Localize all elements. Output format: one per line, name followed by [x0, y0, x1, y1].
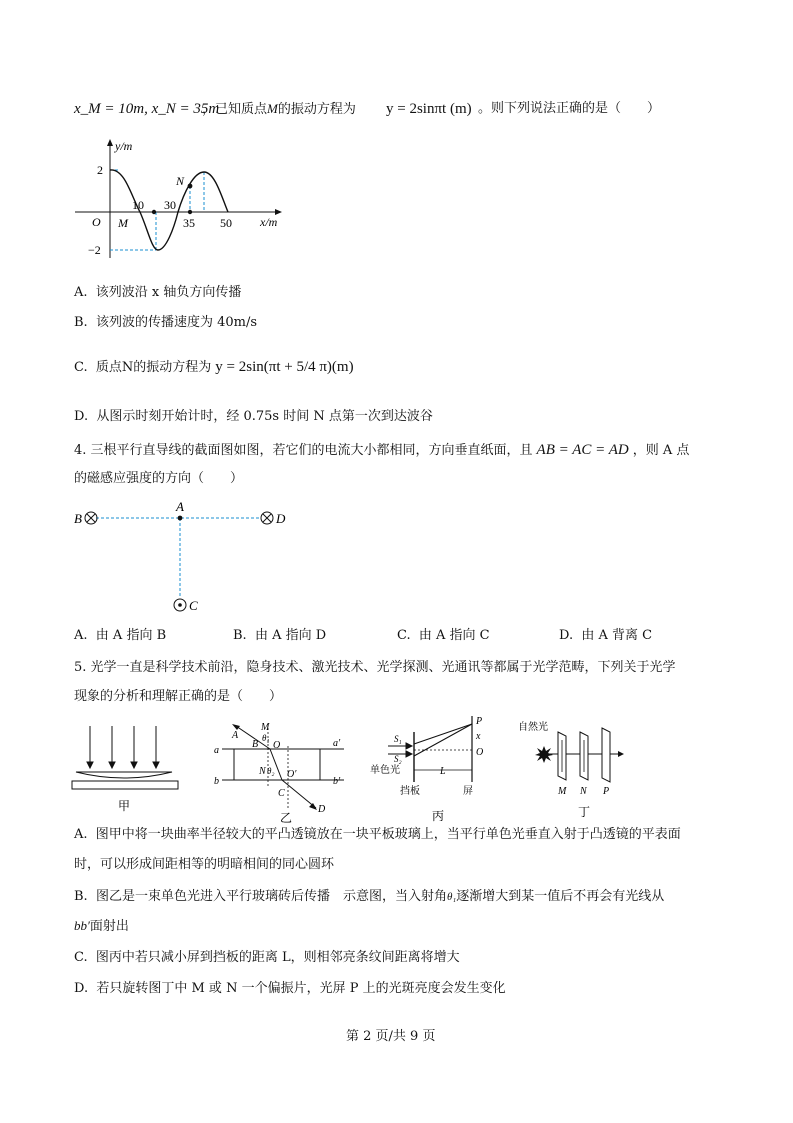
label-d: D	[276, 511, 286, 526]
q3-lead-text: ，已知质点M的振动方程为	[202, 101, 356, 117]
label-c: C	[189, 598, 198, 613]
label-danseguang: 单色光	[370, 765, 400, 776]
label-yi-theta1: θ₁	[262, 733, 270, 743]
q4-option-d[interactable]: D. 由 A 背离 C	[559, 628, 653, 643]
label-l: L	[440, 766, 446, 777]
label-p: P	[476, 716, 483, 727]
q5-option-a-cont: 时，可以形成间距相等的明暗相间的同心圆环	[74, 857, 335, 872]
label-o: O	[476, 747, 484, 758]
point-n-label: N	[176, 174, 185, 188]
q3-lead-text3: 。则下列说法正确的是（ ）	[478, 101, 661, 116]
tick-30: 30	[164, 198, 176, 212]
label-yi-b1: b	[214, 776, 219, 787]
label-s2: S₂	[394, 754, 402, 764]
label-s1: S₁	[394, 734, 402, 744]
figure-yi	[212, 716, 352, 825]
q4-option-a[interactable]: A. 由 A 指向 B	[74, 628, 167, 643]
label-jia: 甲	[118, 799, 131, 813]
label-yi-n: N	[259, 766, 266, 777]
y-axis-label: y/m	[115, 139, 133, 153]
label-bing: 丙	[432, 809, 445, 823]
label-yi-m: M	[261, 722, 270, 733]
label-yi: 乙	[280, 811, 293, 825]
amp-pos-label: 2	[97, 163, 103, 177]
q4-option-c[interactable]: C. 由 A 指向 C	[397, 628, 490, 643]
figure-ding	[516, 718, 628, 818]
q3-lead-eq: y = 2sinπt (m)	[386, 101, 472, 117]
figure-bing	[368, 712, 498, 823]
q5-stem-line2: 现象的分析和理解正确的是（ ）	[74, 689, 283, 704]
tick-50: 50	[220, 216, 232, 230]
q3-lead-math: x_M = 10m, x_N = 35m	[74, 101, 220, 117]
label-dangban: 挡板	[400, 786, 420, 797]
wire-diagram	[72, 496, 302, 621]
origin-label: O	[92, 215, 101, 229]
label-yi-a: A	[232, 730, 239, 741]
label-x: x	[476, 731, 481, 742]
x-axis-label: x/m	[260, 215, 278, 229]
amp-neg-label: −2	[88, 243, 101, 257]
q3-option-d[interactable]: D. 从图示时刻开始计时，经 0.75s 时间 N 点第一次到达波谷	[74, 409, 433, 424]
q5-option-b[interactable]: B. 图乙是一束单色光进入平行玻璃砖后传播 示意图，当入射角θ₁逐渐增大到某一值后不再会有光线从	[74, 889, 665, 904]
q4-stem-line1: 4. 三根平行直导线的截面图如图，若它们的电流大小都相同，方向垂直纸面，且 AB = AC = AD ，则 A 点	[74, 442, 690, 458]
label-ping: 屏	[463, 786, 473, 797]
wave-graph	[70, 138, 290, 268]
q5-option-b-cont: bb′面射出	[74, 918, 129, 934]
tick-35: 35	[183, 216, 195, 230]
label-yi-c: C	[278, 788, 285, 799]
label-yi-o2: O′	[287, 769, 297, 780]
q5-option-c[interactable]: C. 图丙中若只减小屏到挡板的距离 L，则相邻亮条纹间距离将增大	[74, 950, 460, 965]
label-ding-m: M	[558, 786, 567, 797]
q4-stem-line2: 的磁感应强度的方向（ ）	[74, 471, 244, 486]
tick-10: 10	[132, 198, 144, 212]
page-footer: 第 2 页/共 9 页	[346, 1029, 436, 1044]
label-yi-d: D	[318, 804, 326, 815]
q5-option-d[interactable]: D. 若只旋转图丁中 M 或 N 一个偏振片，光屏 P 上的光斑亮度会发生变化	[74, 981, 506, 996]
label-ding-p: P	[603, 786, 610, 797]
point-m-label: M	[118, 216, 128, 230]
label-yi-a1: a	[214, 745, 219, 756]
label-ding: 丁	[578, 805, 591, 819]
label-yi-theta2: θ₂	[267, 766, 275, 776]
label-yi-b2: b′	[333, 776, 341, 787]
q3-option-c[interactable]: C. 质点N的振动方程为 y = 2sin(πt + 5/4 π)(m)	[74, 359, 354, 375]
q5-option-a[interactable]: A. 图甲中将一块曲率半径较大的平凸透镜放在一块平板玻璃上，当平行单色光垂直入射于凸透镜的平表面	[74, 827, 681, 842]
label-ding-n: N	[580, 786, 587, 797]
label-b: B	[74, 511, 82, 526]
label-a: A	[176, 499, 184, 514]
label-yi-o: O	[273, 740, 281, 751]
q3-option-a[interactable]: A. 该列波沿 x 轴负方向传播	[74, 285, 242, 300]
label-yi-b: B	[252, 739, 259, 750]
q3-option-b[interactable]: B. 该列波的传播速度为 40m/s	[74, 315, 258, 330]
figure-jia	[70, 722, 190, 822]
label-yi-a2: a′	[333, 738, 341, 749]
q5-stem-line1: 5. 光学一直是科学技术前沿，隐身技术、激光技术、光学探测、光通讯等都属于光学范畴，下列关于光学	[74, 660, 676, 675]
label-ziranguang: 自然光	[518, 722, 548, 733]
q4-option-b[interactable]: B. 由 A 指向 D	[233, 628, 327, 643]
